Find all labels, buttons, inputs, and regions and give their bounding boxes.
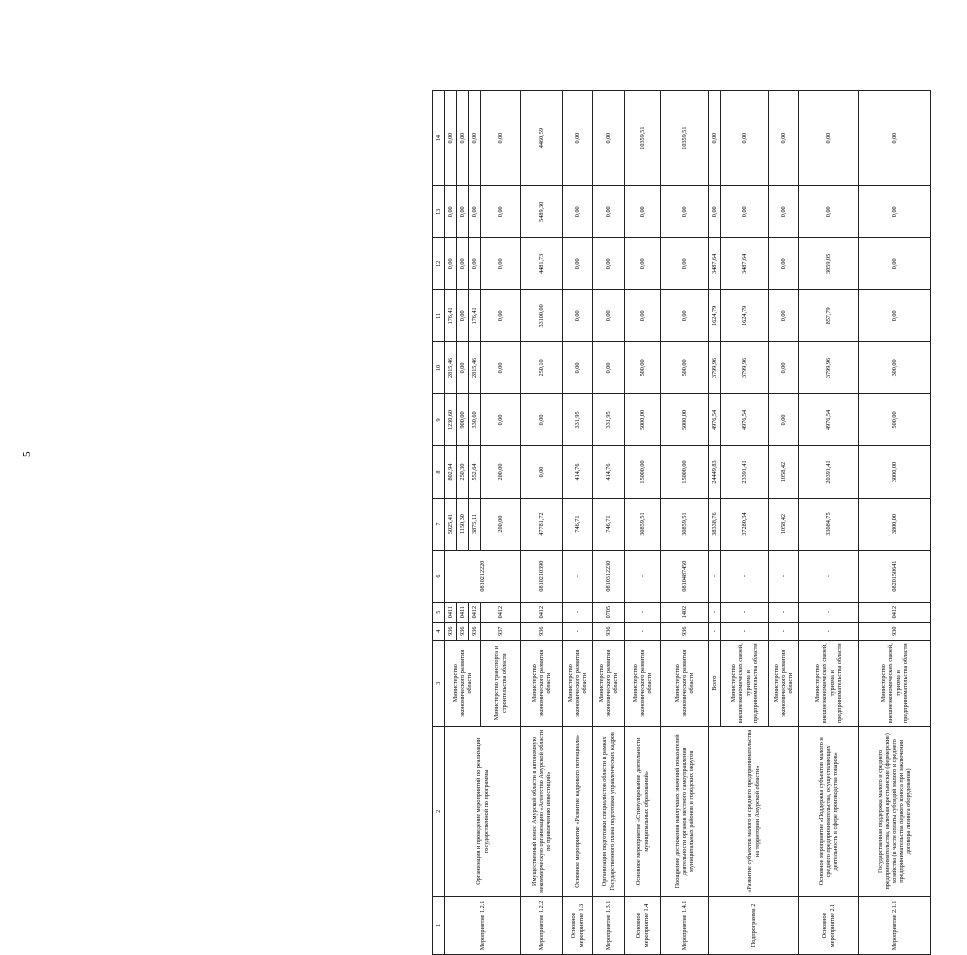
table-row: [661, 91, 709, 955]
cell: 15000,00: [661, 446, 709, 498]
cell: 552,64: [469, 446, 481, 498]
cell: 0,00: [593, 342, 625, 394]
cell: 2815,46: [469, 342, 481, 394]
cell: 0810312230: [593, 550, 625, 602]
row-title: Основное мероприятие «Поддержка субъектов малого и среднего предпринимательства, осуществляющих деятельность в сфере производства товаров»: [799, 726, 859, 896]
cell: 500,00: [661, 342, 709, 394]
cell: 24449,83: [709, 446, 721, 498]
cell: 10359,51: [625, 91, 661, 186]
cell: 802,94: [445, 446, 457, 498]
cell: 0,00: [709, 186, 721, 238]
cell: 23391,41: [721, 446, 769, 498]
cell: 3799,96: [721, 342, 769, 394]
cell: 4481,73: [521, 238, 563, 290]
col-header: 1: [433, 896, 445, 954]
cell: 1402: [661, 602, 709, 622]
cell: -: [625, 622, 661, 640]
row-code: Мероприятие 1.4.1: [661, 896, 709, 954]
cell: 936: [445, 622, 457, 640]
cell: 176,41: [445, 290, 457, 342]
cell: -: [709, 602, 721, 622]
cell: -: [769, 602, 799, 622]
cell: 4460,59: [521, 91, 563, 186]
cell: 33100,00: [521, 290, 563, 342]
table-row: [563, 91, 593, 955]
cell: -: [721, 602, 769, 622]
cell: 0,00: [799, 91, 859, 186]
cell: -: [721, 550, 769, 602]
cell: 0,00: [445, 238, 457, 290]
row-title: «Развитие субъектов малого и среднего предпринимательства на территории Амурской области»: [709, 726, 799, 896]
cell: 936: [661, 622, 709, 640]
col-header: 9: [433, 394, 445, 446]
cell: 0,00: [445, 91, 457, 186]
responsible-org: Министерство транспорта и строительства области: [481, 640, 521, 726]
cell: 937: [481, 622, 521, 640]
cell: 0,00: [859, 238, 931, 290]
responsible-org: Всего: [709, 640, 721, 726]
cell: 0412: [469, 602, 481, 622]
cell: 0,00: [859, 91, 931, 186]
cell: 0,00: [769, 290, 799, 342]
cell: 0,00: [563, 342, 593, 394]
cell: 0,00: [457, 290, 469, 342]
cell: 3875,11: [469, 498, 481, 550]
cell: 0,00: [625, 186, 661, 238]
col-header: 10: [433, 342, 445, 394]
cell: 0,00: [563, 290, 593, 342]
cell: 0810212220: [445, 550, 521, 602]
cell: 0,00: [769, 186, 799, 238]
cell: 33084,75: [799, 498, 859, 550]
cell: -: [799, 602, 859, 622]
cell: 0,00: [481, 91, 521, 186]
row-title: Имущественный взнос Амурской области в автономную некоммерческую организацию «Агентство Амурской области по привлечению инвестиций»: [521, 726, 563, 896]
cell: 0,00: [563, 91, 593, 186]
cell: 936: [593, 622, 625, 640]
cell: 0,00: [457, 186, 469, 238]
cell: 0,00: [481, 186, 521, 238]
col-header: 5: [433, 602, 445, 622]
table-row: [593, 91, 625, 955]
table-row: [709, 91, 721, 955]
cell: 0810487450: [661, 550, 709, 602]
cell: 0,00: [709, 91, 721, 186]
cell: 4976,54: [709, 394, 721, 446]
cell: 900,00: [457, 394, 469, 446]
row-code: Мероприятие 1.2.2: [521, 896, 563, 954]
row-code: Основное мероприятие 1.4: [625, 896, 661, 954]
table-row: [859, 91, 931, 955]
col-header: 7: [433, 498, 445, 550]
cell: 0,00: [469, 91, 481, 186]
cell: 37280,34: [721, 498, 769, 550]
row-title: Организация подготовки специалистов области в рамках Государственного плана подготовки управленческих кадров: [593, 726, 625, 896]
col-header: 12: [433, 238, 445, 290]
cell: 250,30: [457, 446, 469, 498]
cell: 0,00: [469, 238, 481, 290]
cell: 47781,72: [521, 498, 563, 550]
cell: 3799,96: [709, 342, 721, 394]
cell: 0,00: [481, 238, 521, 290]
responsible-org: Министерство экономического развития области: [625, 640, 661, 726]
page-number: 5: [21, 451, 33, 457]
col-header: 3: [433, 640, 445, 726]
cell: 331,95: [593, 394, 625, 446]
cell: 1624,79: [709, 290, 721, 342]
col-header: 14: [433, 91, 445, 186]
cell: 0,00: [593, 186, 625, 238]
cell: 0820150641: [859, 550, 931, 602]
cell: 1058,42: [769, 498, 799, 550]
responsible-org: Министерство экономического развития области: [521, 640, 563, 726]
cell: 331,95: [563, 394, 593, 446]
cell: -: [769, 550, 799, 602]
cell: 1624,79: [721, 290, 769, 342]
cell: 0411: [457, 602, 469, 622]
rotated-table-page: [432, 90, 967, 955]
cell: 2815,46: [445, 342, 457, 394]
cell: -: [709, 550, 721, 602]
cell: 0705: [593, 602, 625, 622]
cell: 200,00: [481, 498, 521, 550]
cell: 0412: [481, 602, 521, 622]
responsible-org: Министерство внешнеэкономических связей, туризма и предпринимательства области: [859, 640, 931, 726]
row-title: Основное мероприятие «Стимулирование деятельности муниципальных образований»: [625, 726, 661, 896]
cell: 0,00: [769, 342, 799, 394]
cell: 1230,60: [445, 394, 457, 446]
cell: 3799,96: [799, 342, 859, 394]
col-header: 11: [433, 290, 445, 342]
cell: 0,00: [521, 446, 563, 498]
cell: 5489,30: [521, 186, 563, 238]
cell: 200,00: [481, 446, 521, 498]
cell: 0,00: [563, 186, 593, 238]
responsible-org: Министерство экономического развития области: [769, 640, 799, 726]
row-code: Подпрограмма 2: [709, 896, 799, 954]
budget-table: [432, 90, 931, 955]
cell: 0,00: [799, 186, 859, 238]
responsible-org: Министерство внешнеэкономических связей, туризма и предпринимательства области: [721, 640, 769, 726]
cell: 930: [859, 622, 931, 640]
cell: 300,00: [859, 342, 931, 394]
cell: 0,00: [661, 186, 709, 238]
cell: 1058,42: [769, 446, 799, 498]
cell: 5000,00: [661, 394, 709, 446]
cell: 3487,64: [709, 238, 721, 290]
cell: 0,00: [457, 342, 469, 394]
cell: 38338,76: [709, 498, 721, 550]
row-code: Основное мероприятие 2.1: [799, 896, 859, 954]
cell: 0,00: [661, 290, 709, 342]
cell: 20391,41: [799, 446, 859, 498]
cell: 0,00: [563, 238, 593, 290]
row-title: Организация и проведение мероприятий по реализации государственной по программы: [445, 726, 521, 896]
cell: 1150,30: [457, 498, 469, 550]
cell: 746,71: [593, 498, 625, 550]
cell: 176,41: [469, 290, 481, 342]
cell: 500,00: [859, 394, 931, 446]
cell: 30859,51: [661, 498, 709, 550]
cell: 4976,54: [799, 394, 859, 446]
responsible-org: Министерство экономического развития области: [661, 640, 709, 726]
cell: 0,00: [457, 91, 469, 186]
cell: 857,79: [799, 290, 859, 342]
cell: 936: [469, 622, 481, 640]
col-header: 2: [433, 726, 445, 896]
cell: 0,00: [521, 394, 563, 446]
cell: 0,00: [469, 186, 481, 238]
col-header: 8: [433, 446, 445, 498]
row-code: Мероприятие 1.2.1: [445, 896, 521, 954]
cell: 5025,41: [445, 498, 457, 550]
cell: 0,00: [661, 238, 709, 290]
cell: 0411: [445, 602, 457, 622]
cell: -: [709, 622, 721, 640]
cell: -: [799, 622, 859, 640]
cell: 0,00: [593, 290, 625, 342]
cell: 250,10: [521, 342, 563, 394]
cell: 0,00: [457, 238, 469, 290]
cell: 5000,00: [625, 394, 661, 446]
cell: 746,71: [563, 498, 593, 550]
cell: 0,00: [769, 238, 799, 290]
cell: -: [799, 550, 859, 602]
table-row: [799, 91, 859, 955]
cell: 0,00: [481, 290, 521, 342]
cell: 414,76: [563, 446, 593, 498]
col-header: 13: [433, 186, 445, 238]
cell: 0,00: [481, 342, 521, 394]
cell: 0810210390: [521, 550, 563, 602]
cell: 4976,54: [721, 394, 769, 446]
cell: 0,00: [445, 186, 457, 238]
cell: -: [721, 622, 769, 640]
cell: 0,00: [625, 290, 661, 342]
cell: 936: [457, 622, 469, 640]
table-row: [445, 91, 457, 955]
cell: 0,00: [481, 394, 521, 446]
cell: 15000,00: [625, 446, 661, 498]
cell: 0,00: [721, 186, 769, 238]
cell: 3800,00: [859, 498, 931, 550]
cell: 0,00: [593, 238, 625, 290]
responsible-org: Министерство экономического развития области: [563, 640, 593, 726]
col-header: 6: [433, 550, 445, 602]
cell: -: [625, 550, 661, 602]
row-title: Поощрение достижения наилучших значений показателей деятельности органов местного самоуправления муниципальных районов и городских округов: [661, 726, 709, 896]
cell: 3000,00: [859, 446, 931, 498]
row-code: Основное мероприятие 1.3: [563, 896, 593, 954]
cell: -: [563, 622, 593, 640]
row-title: Государственная поддержка малого и среднего предпринимательства, включая крестьянские (фермерские) хозяйства (в части оплаты субсидий малого и среднего предпринимательства первого взноса при заключении договора лизинга оборудования): [859, 726, 931, 896]
column-number-row: [433, 91, 445, 955]
cell: 936: [521, 622, 563, 640]
responsible-org: Министерство внешнеэкономических связей, туризма и предпринимательства области: [799, 640, 859, 726]
cell: 0,00: [593, 91, 625, 186]
cell: -: [563, 602, 593, 622]
row-code: Мероприятие 1.3.1: [593, 896, 625, 954]
cell: 0,00: [769, 91, 799, 186]
cell: 3059,05: [799, 238, 859, 290]
table-row: [521, 91, 563, 955]
responsible-org: Министерство экономического развития области: [445, 640, 481, 726]
responsible-org: Министерство экономического развития области: [593, 640, 625, 726]
cell: 3487,64: [721, 238, 769, 290]
cell: 0412: [859, 602, 931, 622]
cell: 10359,51: [661, 91, 709, 186]
cell: -: [563, 550, 593, 602]
cell: 0,00: [625, 238, 661, 290]
cell: 0,00: [859, 186, 931, 238]
cell: 0,00: [769, 394, 799, 446]
cell: 500,00: [625, 342, 661, 394]
cell: 414,76: [593, 446, 625, 498]
cell: 330,60: [469, 394, 481, 446]
table-row: [625, 91, 661, 955]
cell: 0,00: [721, 91, 769, 186]
row-title: Основное мероприятие «Развитие кадрового потенциала»: [563, 726, 593, 896]
cell: -: [625, 602, 661, 622]
row-code: Мероприятие 2.1.1: [859, 896, 931, 954]
cell: 0,00: [859, 290, 931, 342]
cell: 0412: [521, 602, 563, 622]
cell: -: [769, 622, 799, 640]
cell: 30859,51: [625, 498, 661, 550]
col-header: 4: [433, 622, 445, 640]
